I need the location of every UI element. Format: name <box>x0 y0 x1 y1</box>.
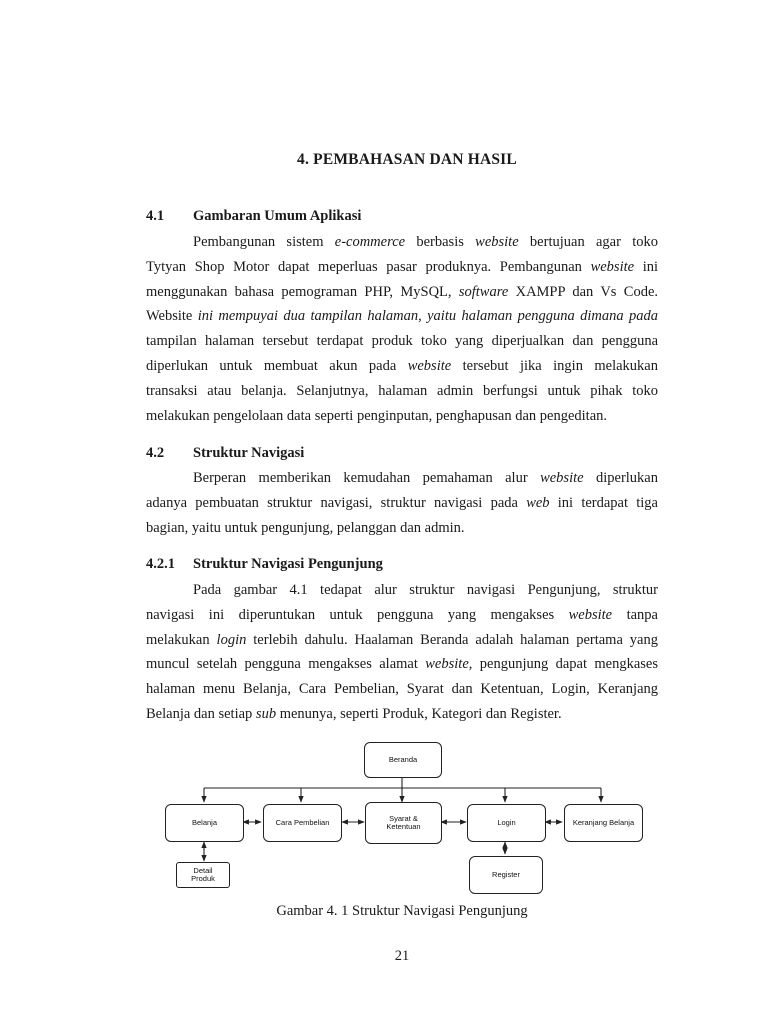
section-heading-4-1 <box>146 208 361 225</box>
box-syarat-ketentuan <box>365 802 442 844</box>
paragraph-line: muncul setelah pengguna mengakses alamat website, pengunjung dapat mengkases <box>146 656 658 673</box>
box-register <box>469 856 543 894</box>
box-detail-produk <box>176 862 230 888</box>
paragraph-line: Berperan memberikan kemudahan pemahaman alur website diperlukan <box>193 470 658 486</box>
navigation-diagram <box>150 735 650 895</box>
box-label: Register <box>492 870 520 879</box>
box-label: Cara Pembelian <box>275 818 330 827</box>
paragraph-line: melakukan login terlebih dahulu. Haalaman Beranda adalah halaman pertama yang <box>146 631 658 648</box>
figure-caption: Gambar 4. 1 Struktur Navigasi Pengunjung <box>276 903 528 919</box>
box-label-line-1: Syarat & <box>389 814 418 823</box>
page-number: 21 <box>394 948 410 964</box>
paragraph-struktur-navigasi <box>146 466 658 540</box>
box-label-line-2: Ketentuan <box>386 822 421 831</box>
box-label: Keranjang Belanja <box>572 818 635 827</box>
paragraph-line: halaman menu Belanja, Cara Pembelian, Syarat dan Ketentuan, Login, Keranjang <box>146 681 658 698</box>
paragraph-line: navigasi ini diperuntukan untuk pengguna yang mengakses website tanpa <box>146 606 658 623</box>
box-label: Beranda <box>388 755 418 764</box>
paragraph-line: transaksi atau belanja. Selanjutnya, halaman admin berfungsi untuk pihak toko <box>146 382 658 399</box>
paragraph-line: adanya pembuatan struktur navigasi, struktur navigasi pada web ini terdapat tiga <box>146 494 658 511</box>
box-label: Login <box>497 818 516 827</box>
box-cara-pembelian <box>263 804 342 842</box>
box-belanja <box>165 804 244 842</box>
section-heading-4-2 <box>146 445 304 462</box>
paragraph-line: diperlukan untuk membuat akun pada website tersebut jika ingin melakukan <box>146 357 658 374</box>
box-beranda <box>364 742 442 778</box>
section-number: 4.2 <box>146 445 165 461</box>
box-label-line-2: Produk <box>191 874 215 883</box>
section-heading-4-2-1 <box>146 556 383 573</box>
section-title: Struktur Navigasi Pengunjung <box>193 556 383 572</box>
paragraph-line: melakukan pengelolaan data seperti penginputan, penghapusan dan pengeditan. <box>146 407 608 424</box>
box-label-line-1: Detail <box>193 866 213 875</box>
paragraph-line: Website ini mempuyai dua tampilan halaman, yaitu halaman pengguna dimana pada <box>146 308 658 325</box>
paragraph-line: Pembangunan sistem e-commerce berbasis website bertujuan agar toko <box>193 234 658 250</box>
section-number: 4.2.1 <box>146 556 175 572</box>
box-login <box>467 804 546 842</box>
paragraph-line: Belanja dan setiap sub menunya, seperti Produk, Kategori dan Register. <box>146 705 562 722</box>
paragraph-line: Tytyan Shop Motor dapat meperluas pasar produknya. Pembangunan website ini <box>146 258 659 275</box>
paragraph-line: bagian, yaitu untuk pengunjung, pelanggan dan admin. <box>146 519 465 536</box>
chapter-title: 4. PEMBAHASAN DAN HASIL <box>297 151 517 168</box>
paragraph-line: tampilan halaman tersebut terdapat produk toko yang diperjualkan dan pengguna <box>146 333 658 350</box>
paragraph-line: Pada gambar 4.1 tedapat alur struktur navigasi Pengunjung, struktur <box>193 582 658 598</box>
section-number: 4.1 <box>146 208 165 224</box>
section-title: Gambaran Umum Aplikasi <box>193 208 362 224</box>
box-keranjang-belanja <box>564 804 643 842</box>
paragraph-line: menggunakan bahasa pemograman PHP, MySQL, software XAMPP dan Vs Code. <box>146 283 658 300</box>
paragraph-gambaran-umum <box>146 230 658 428</box>
section-title: Struktur Navigasi <box>193 445 305 461</box>
box-label: Belanja <box>191 818 218 827</box>
paragraph-navigasi-pengunjung <box>146 578 658 727</box>
